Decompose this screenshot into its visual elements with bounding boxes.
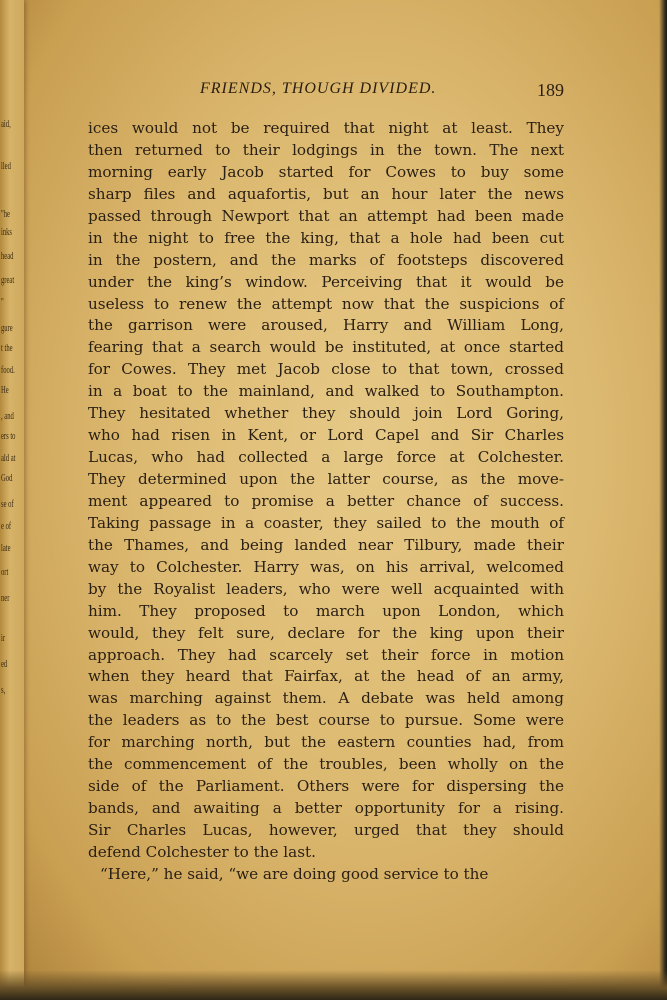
text-line: morning early Jacob started for Cowes to buy some — [88, 162, 564, 181]
facing-page-fragment: gure — [1, 322, 13, 334]
text-line: Taking passage in a coaster, they sailed to the mouth of — [88, 513, 564, 532]
text-line: They hesitated whether they should join Lord Goring, — [88, 404, 564, 423]
facing-page-fragment: , and — [1, 410, 14, 422]
facing-page-fragment: ner — [1, 592, 10, 604]
page-header — [88, 80, 564, 104]
text-line: sharp files and aquafortis, but an hour later the news — [88, 184, 564, 203]
text-line: who had risen in Kent, or Lord Capel and Sir Charles — [88, 426, 564, 445]
text-line: for Cowes. They met Jacob close to that town, crossed — [88, 360, 564, 379]
text-line: approach. They had scarcely set their force in motion — [88, 645, 564, 664]
text-line: in the night to free the king, that a hole had been cut — [88, 228, 564, 247]
text-line: when they heard that Fairfax, at the head of an army, — [88, 667, 564, 686]
text-line: ment appeared to promise a better chance of success. — [88, 491, 564, 510]
page-bottom-shadow — [0, 970, 667, 1000]
facing-page-fragment: head — [1, 250, 14, 262]
text-line: the commencement of the troubles, been wholly on the — [88, 755, 564, 774]
facing-page-fragment: ald at — [1, 452, 16, 464]
facing-page-fragment: late — [1, 542, 11, 554]
facing-page-fragment: inks — [1, 226, 13, 238]
facing-page-fragment: He — [1, 384, 9, 396]
text-line: him. They proposed to march upon London, which — [88, 601, 564, 620]
text-line: the leaders as to the best course to pursue. Some were — [88, 711, 564, 730]
facing-page-fragment: " — [1, 296, 4, 308]
text-line: the garrison were aroused, Harry and William Long, — [88, 316, 564, 335]
facing-page-fragment: ort — [1, 566, 9, 578]
text-line: side of the Parliament. Others were for dispersing the — [88, 777, 564, 796]
text-line: bands, and awaiting a better opportunity for a rising. — [88, 799, 564, 818]
page-number: 189 — [537, 80, 564, 100]
text-line: defend Colchester to the last. — [88, 842, 316, 861]
text-line: fearing that a search would be instituted, at once started — [88, 338, 564, 357]
facing-page-fragment: se of — [1, 498, 14, 510]
text-line: for marching north, but the eastern counties had, from — [88, 733, 564, 752]
text-line: Lucas, who had collected a large force at Colchester. — [88, 448, 564, 467]
facing-page-fragment: ir — [1, 632, 6, 644]
text-line: under the king’s window. Perceiving that it would be — [88, 272, 564, 291]
text-line: in a boat to the mainland, and walked to Southampton. — [88, 382, 564, 401]
text-line: way to Colchester. Harry was, on his arrival, welcomed — [88, 557, 564, 576]
page-edge-shadow — [659, 0, 667, 1000]
facing-page-fragment: t the — [1, 342, 13, 354]
body-text — [88, 118, 564, 886]
facing-page-fragment: God — [1, 472, 13, 484]
text-line: useless to renew the attempt now that the suspicions of — [88, 294, 564, 313]
text-line: “Here,” he said, “we are doing good service to the — [100, 864, 489, 883]
running-head: FRIENDS, THOUGH DIVIDED. — [200, 80, 437, 97]
text-line: then returned to their lodgings in the town. The next — [88, 140, 564, 159]
text-line: was marching against them. A debate was held among — [88, 689, 564, 708]
text-line: the Thames, and being landed near Tilbury, made their — [88, 535, 564, 554]
text-line: ices would not be required that night at least. They — [88, 119, 564, 137]
facing-page-fragment: food. — [1, 364, 15, 376]
facing-page-fragment: s, — [1, 684, 6, 696]
facing-page-gutter — [0, 0, 24, 1000]
text-line: by the Royalist leaders, who were well acquainted with — [88, 579, 564, 598]
text-line: in the postern, and the marks of footsteps discovered — [88, 250, 564, 269]
text-line: passed through Newport that an attempt had been made — [88, 206, 564, 225]
facing-page-fragment: lled — [1, 160, 11, 172]
facing-page-fragment: ers to — [1, 430, 16, 442]
facing-page-fragment: ed — [1, 658, 8, 670]
facing-page-fragment: e of — [1, 520, 12, 532]
facing-page-fragment: great — [1, 274, 15, 286]
text-line: They determined upon the latter course, as the move- — [88, 470, 564, 488]
facing-page-fragments — [0, 0, 24, 1000]
facing-page-fragment: "he — [1, 208, 10, 220]
facing-page-fragment: aid, — [1, 118, 11, 130]
text-line: Sir Charles Lucas, however, urged that they should — [88, 821, 564, 839]
text-line: would, they felt sure, declare for the king upon their — [88, 623, 564, 642]
